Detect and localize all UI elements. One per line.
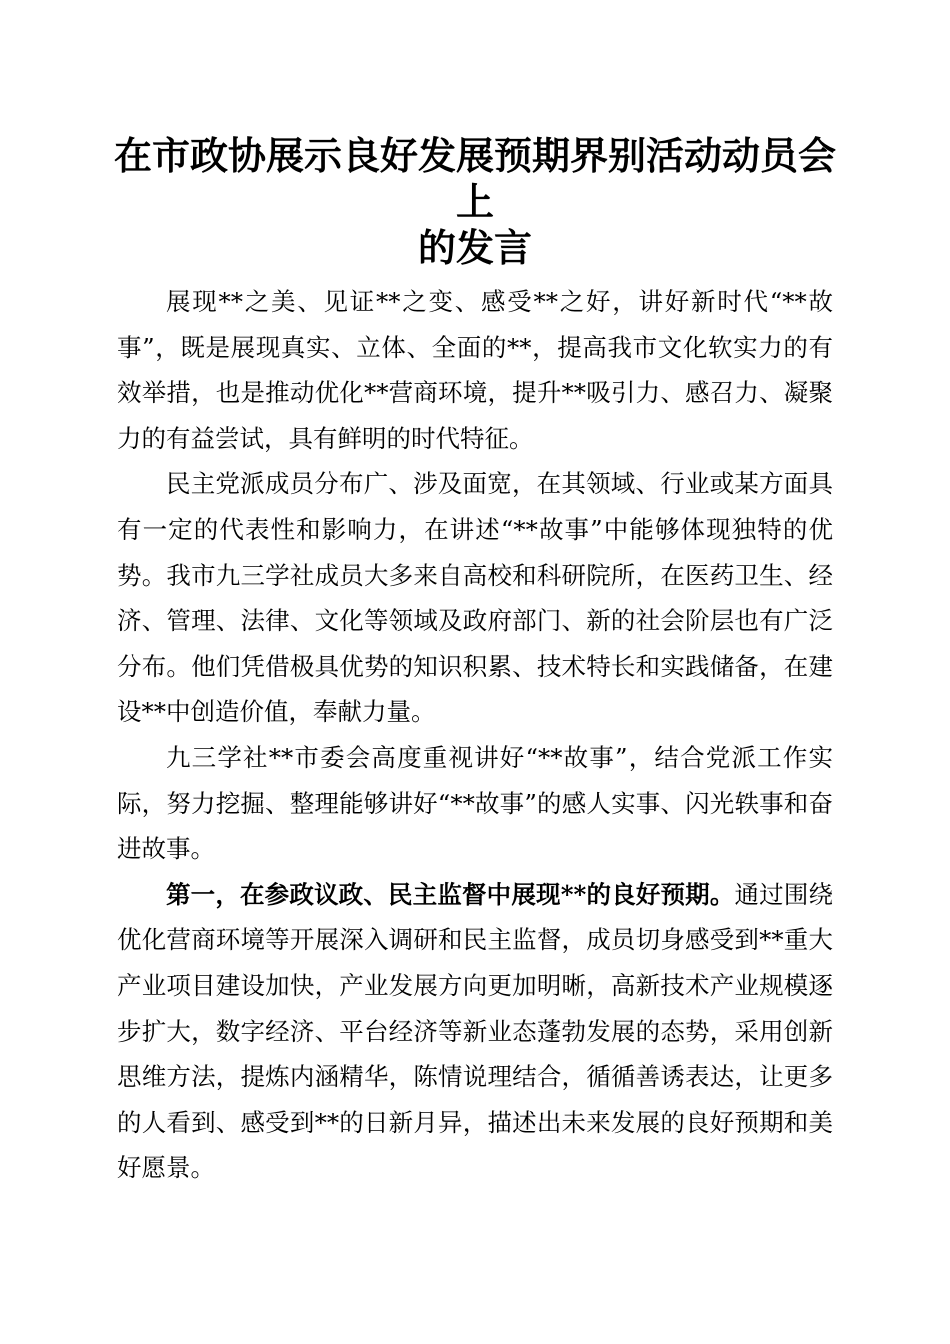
paragraph-4-lead: 第一，在参政议政、民主监督中展现**的良好预期。 bbox=[166, 879, 735, 909]
paragraph-2: 民主党派成员分布广、涉及面宽，在其领域、行业或某方面具有一定的代表性和影响力，在讲述“**故事”中能够体现独特的优势。我市九三学社成员大多来自高校和科研院所，在医药卫生、经济、管理、法律、文化等领域及政府部门、新的社会阶层也有广泛分布。他们凭借极具优势的知识积累、技术特长和实践储备，在建设**中创造价值，奉献力量。 bbox=[117, 469, 833, 727]
document-title bbox=[100, 133, 850, 271]
paragraph-3: 九三学社**市委会高度重视讲好“**故事”，结合党派工作实际，努力挖掘、整理能够讲好“**故事”的感人实事、闪光轶事和奋进故事。 bbox=[117, 742, 833, 864]
paragraph-1: 展现**之美、见证**之变、感受**之好，讲好新时代“**故事”，既是展现真实、立体、全面的**，提高我市文化软实力的有效举措，也是推动优化**营商环境，提升**吸引力、感召力、凝聚力的有益尝试，具有鲜明的时代特征。 bbox=[117, 287, 833, 453]
document-body bbox=[117, 279, 833, 1191]
paragraph-4-text: 通过围绕优化营商环境等开展深入调研和民主监督，成员切身感受到**重大产业项目建设加快，产业发展方向更加明晰，高新技术产业规模逐步扩大，数字经济、平台经济等新业态蓬勃发展的态势，采用创新思维方法，提炼内涵精华，陈情说理结合，循循善诱表达，让更多的人看到、感受到**的日新月异，描述出未来发展的良好预期和美好愿景。 bbox=[117, 879, 834, 1183]
paragraph-4 bbox=[117, 872, 833, 1191]
title-line-2: 的发言 bbox=[417, 225, 532, 270]
title-line-1: 在市政协展示良好发展预期界别活动动员会上 bbox=[113, 133, 836, 224]
